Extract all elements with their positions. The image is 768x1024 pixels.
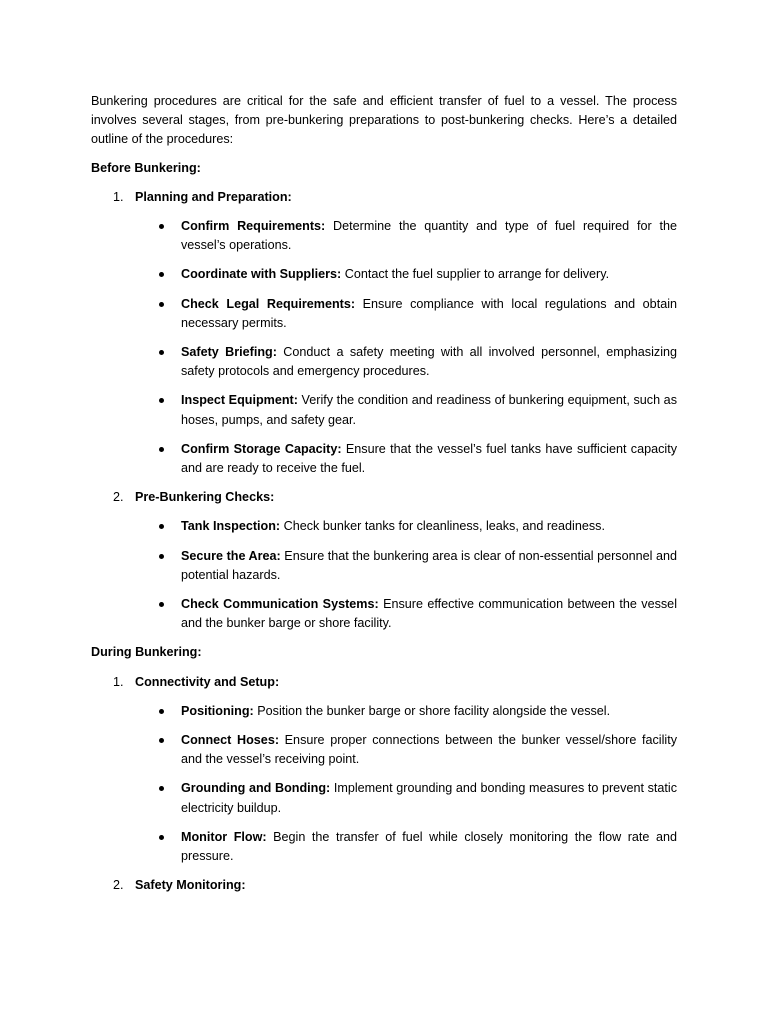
bullet-label: Tank Inspection: bbox=[181, 519, 281, 534]
bullet-text: Check bunker tanks for cleanliness, leaks, and readiness. bbox=[280, 519, 605, 534]
bullet-dot-icon bbox=[159, 738, 164, 743]
bullet-item bbox=[91, 440, 677, 478]
bullet-item bbox=[91, 265, 677, 284]
bullet-text: Ensure proper connections between the bunker vessel/shore facility and the vessel’s receiving point. bbox=[181, 733, 677, 767]
bullet-item bbox=[91, 547, 677, 585]
bullet-dot-icon bbox=[159, 398, 164, 403]
bullet-dot-icon bbox=[159, 524, 164, 529]
bullet-dot-icon bbox=[159, 447, 164, 452]
bullet-list bbox=[91, 517, 677, 633]
bullet-label: Check Communication Systems: bbox=[181, 597, 379, 612]
section-heading: Before Bunkering: bbox=[91, 160, 201, 175]
bullet-dot-icon bbox=[159, 835, 164, 840]
bullet-text: Begin the transfer of fuel while closely monitoring the flow rate and pressure. bbox=[181, 829, 677, 864]
bullet-dot-icon bbox=[159, 602, 164, 607]
bullet-dot-icon bbox=[159, 302, 164, 307]
document-body bbox=[91, 92, 677, 906]
bullet-item bbox=[91, 295, 677, 333]
bullet-label: Check Legal Requirements: bbox=[181, 296, 356, 311]
bullet-text: Contact the fuel supplier to arrange for delivery. bbox=[341, 267, 610, 282]
numbered-step bbox=[91, 188, 677, 207]
step-number: 2. bbox=[113, 490, 124, 505]
bullet-text: Verify the condition and readiness of bunkering equipment, such as hoses, pumps, and safety gear. bbox=[181, 393, 677, 427]
numbered-step bbox=[91, 876, 677, 895]
numbered-step bbox=[91, 673, 677, 692]
bullet-text: Conduct a safety meeting with all involved personnel, emphasizing safety protocols and emergency procedures. bbox=[181, 345, 677, 379]
bullet-dot-icon bbox=[159, 272, 164, 277]
bullet-dot-icon bbox=[159, 224, 164, 229]
bullet-dot-icon bbox=[159, 786, 164, 791]
bullet-dot-icon bbox=[159, 709, 164, 714]
bullet-item bbox=[91, 595, 677, 633]
bullet-label: Coordinate with Suppliers: bbox=[181, 267, 342, 282]
section-heading: During Bunkering: bbox=[91, 645, 202, 660]
bullet-label: Monitor Flow: bbox=[181, 829, 267, 844]
step-number: 2. bbox=[113, 878, 124, 893]
bullet-text: Ensure effective communication between the vessel and the bunker barge or shore facility. bbox=[181, 597, 677, 631]
bullet-item bbox=[91, 731, 677, 769]
bullet-text: Ensure compliance with local regulations and obtain necessary permits. bbox=[181, 296, 677, 330]
bullet-dot-icon bbox=[159, 554, 164, 559]
bullet-text: Ensure that the bunkering area is clear of non-essential personnel and potential hazards. bbox=[181, 548, 677, 582]
bullet-label: Confirm Requirements: bbox=[181, 219, 326, 234]
bullet-item bbox=[91, 828, 677, 866]
bullet-list bbox=[91, 702, 677, 866]
bullet-label: Positioning: bbox=[181, 703, 254, 718]
step-title: Connectivity and Setup: bbox=[135, 674, 280, 689]
bullet-item bbox=[91, 779, 677, 817]
bullet-label: Secure the Area: bbox=[181, 548, 281, 563]
step-title: Safety Monitoring: bbox=[135, 878, 246, 893]
step-number: 1. bbox=[113, 674, 124, 689]
step-title: Planning and Preparation: bbox=[135, 189, 292, 204]
bullet-item bbox=[91, 517, 677, 536]
section bbox=[91, 643, 677, 895]
section bbox=[91, 159, 677, 634]
bullet-text: Determine the quantity and type of fuel required for the vessel’s operations. bbox=[181, 219, 677, 253]
bullet-text: Ensure that the vessel’s fuel tanks have sufficient capacity and are ready to receive the fuel. bbox=[181, 441, 677, 476]
bullet-item bbox=[91, 343, 677, 381]
numbered-step bbox=[91, 488, 677, 507]
bullet-item bbox=[91, 217, 677, 255]
step-number: 1. bbox=[113, 189, 124, 204]
bullet-label: Safety Briefing: bbox=[181, 345, 277, 360]
bullet-list bbox=[91, 217, 677, 478]
bullet-dot-icon bbox=[159, 350, 164, 355]
bullet-label: Confirm Storage Capacity: bbox=[181, 441, 342, 456]
intro-paragraph: Bunkering procedures are critical for the safe and efficient transfer of fuel to a vessel. The process involves several stages, from pre-bunkering preparations to post-bunkering checks. Here’s a detailed outline of the procedures: bbox=[91, 94, 677, 147]
bullet-label: Grounding and Bonding: bbox=[181, 781, 331, 796]
bullet-label: Inspect Equipment: bbox=[181, 393, 298, 408]
bullet-text: Implement grounding and bonding measures to prevent static electricity buildup. bbox=[181, 781, 677, 815]
bullet-label: Connect Hoses: bbox=[181, 733, 280, 748]
bullet-text: Position the bunker barge or shore facility alongside the vessel. bbox=[253, 703, 611, 718]
bullet-item bbox=[91, 702, 677, 721]
step-title: Pre-Bunkering Checks: bbox=[135, 490, 275, 505]
bullet-item bbox=[91, 391, 677, 429]
